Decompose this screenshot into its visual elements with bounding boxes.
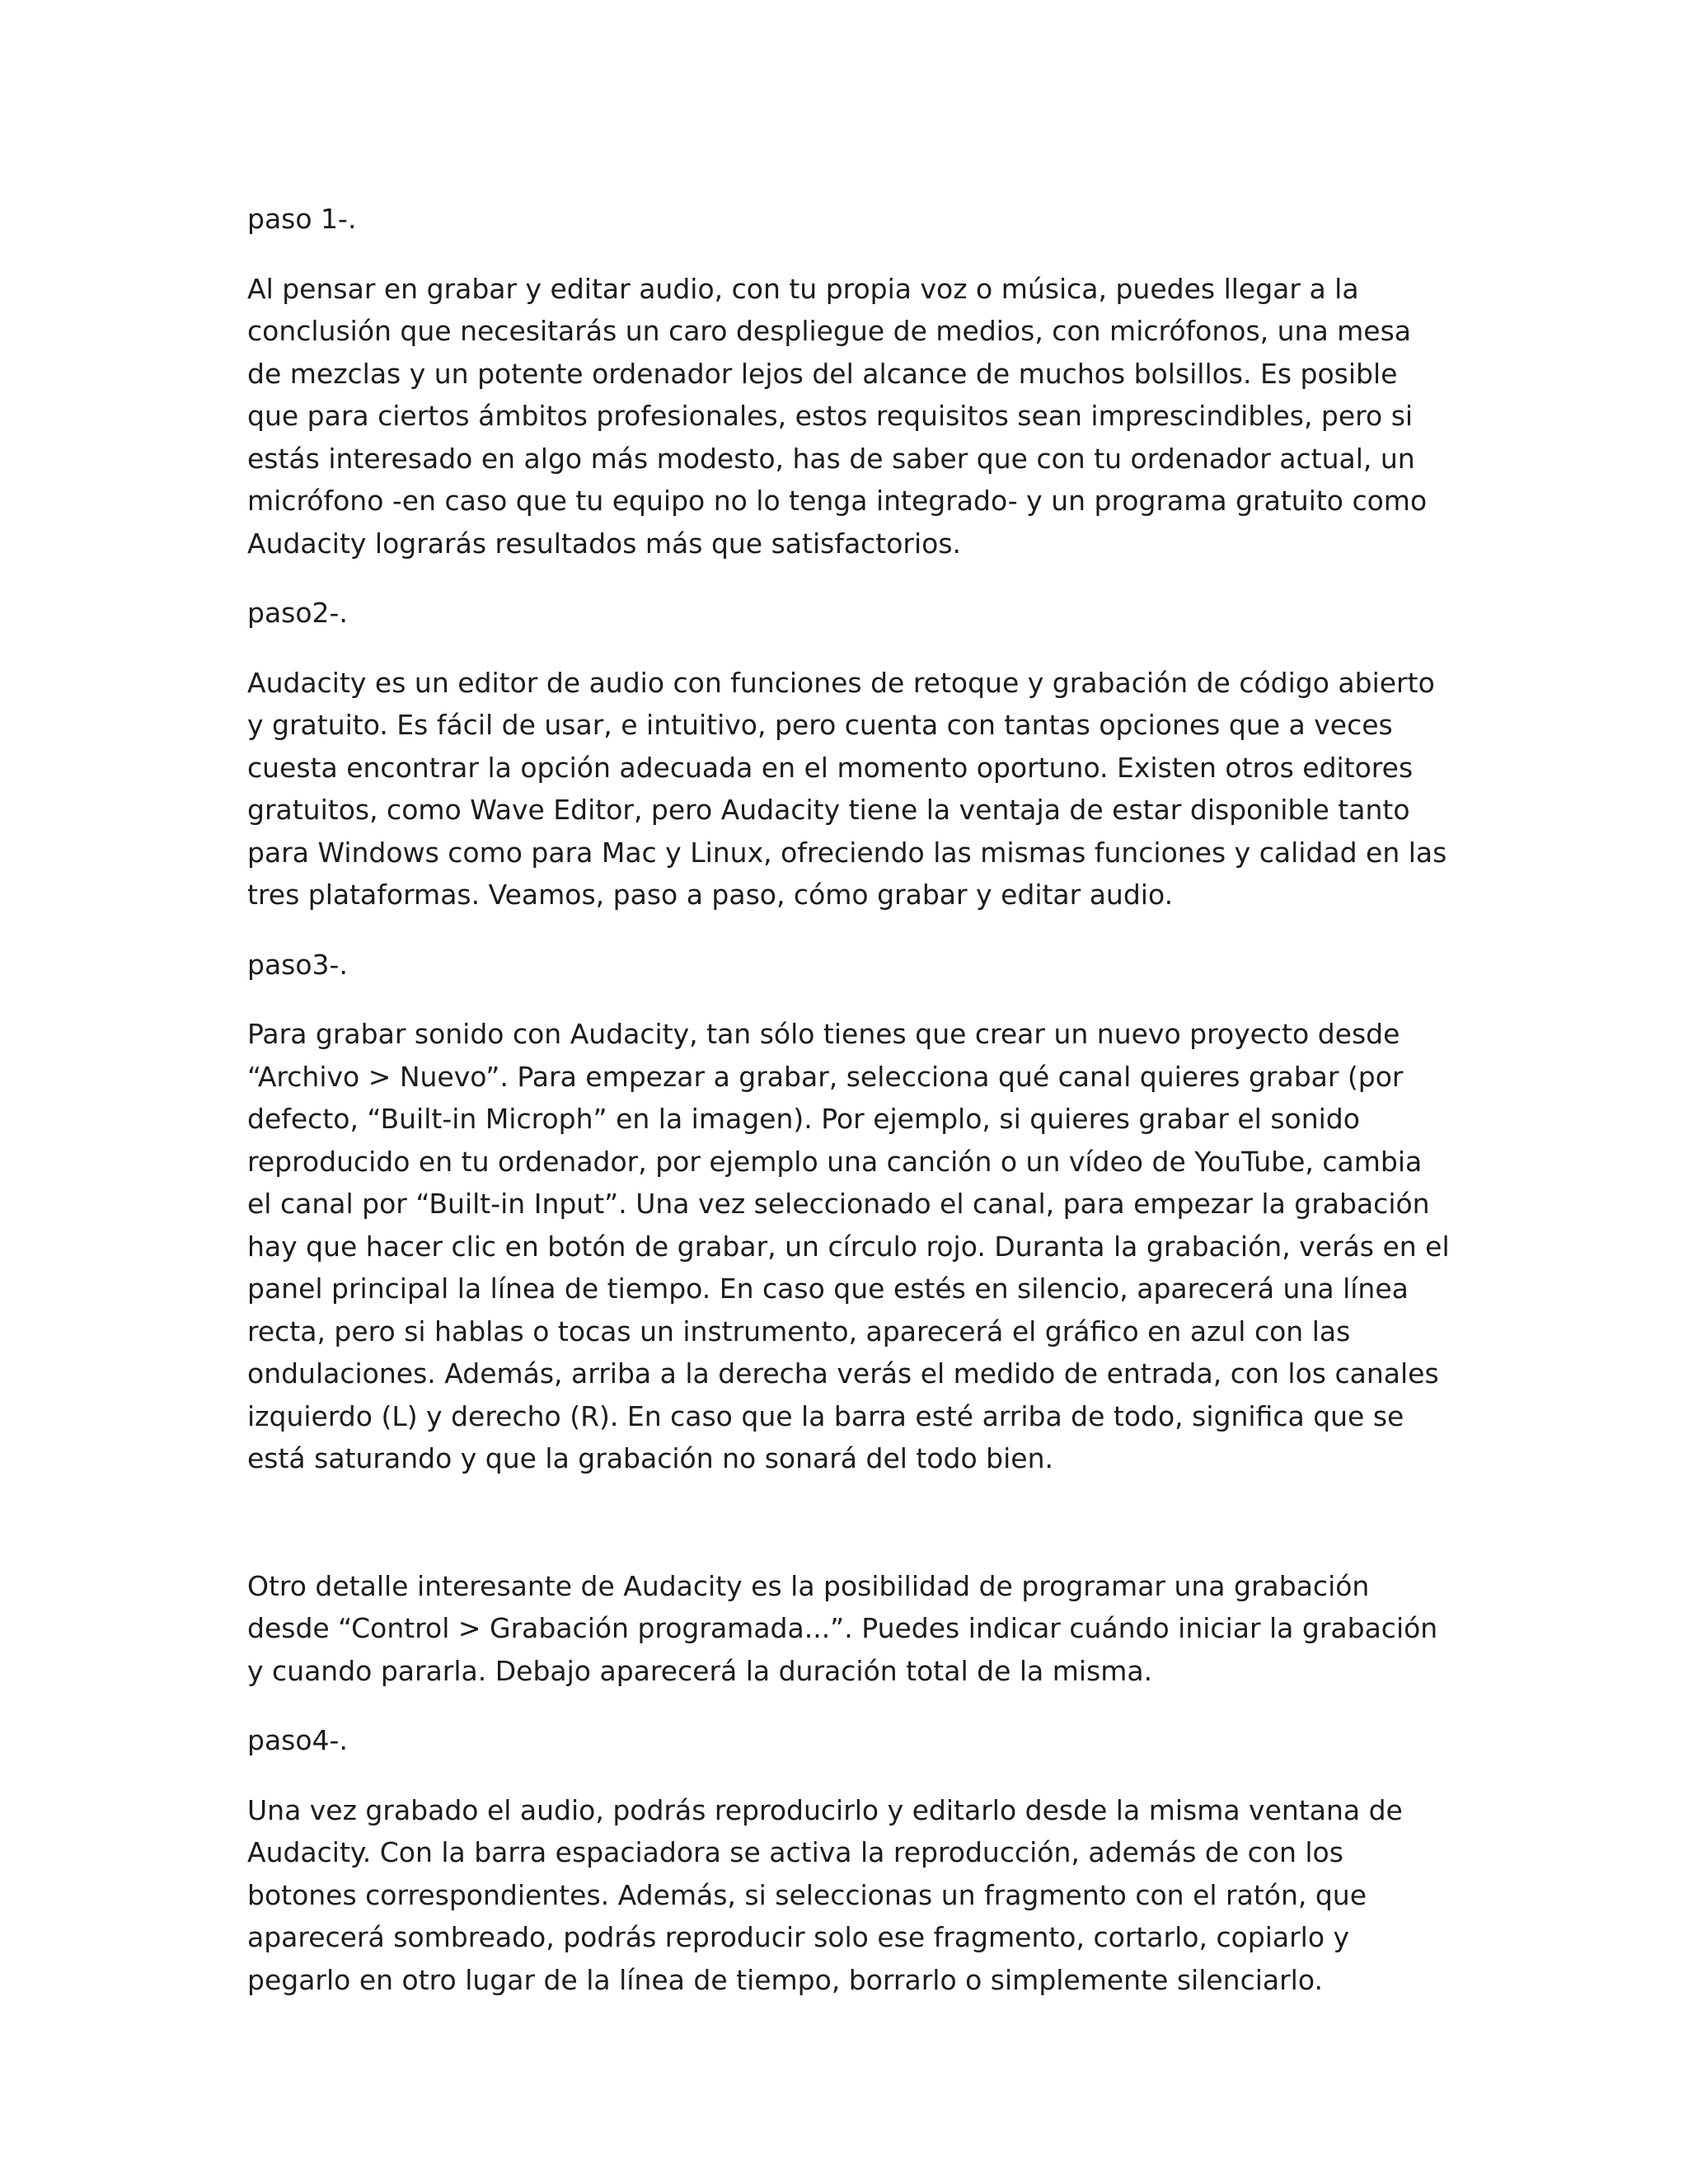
- step-3-heading: paso3-.: [247, 948, 348, 981]
- step-2-paragraph: Audacity es un editor de audio con funciones de retoque y grabación de código abierto y gratuito. Es fácil de usar, e intuitivo, pero cuenta con tantas opciones que a veces cuesta encontrar la opción adecuada en el momento oportuno. Existen otros editores gratuitos, como Wave Editor, pero Audacity tiene la ventaja de estar disponible tanto para Windows como para Mac y Linux, ofreciendo las mismas funciones y calidad en las tres plataformas. Veamos, paso a paso, cómo grabar y editar audio.: [247, 666, 1447, 911]
- step-4-heading: paso4-.: [247, 1724, 348, 1756]
- step-1-paragraph: Al pensar en grabar y editar audio, con tu propia voz o música, puedes llegar a la conclusión que necesitarás un caro despliegue de medios, con micrófonos, una mesa de mezclas y un potente ordenador lejos del alcance de muchos bolsillos. Es posible que para ciertos ámbitos profesionales, estos requisitos sean imprescindibles, pero si estás interesado en algo más modesto, has de saber que con tu ordenador actual, un micrófono -en caso que tu equipo no lo tenga integrado- y un programa gratuito como Audacity lograrás resultados más que satisfactorios.: [247, 272, 1428, 560]
- document-body: [247, 198, 1451, 2028]
- step-4-paragraph: Una vez grabado el audio, podrás reproducirlo y editarlo desde la misma ventana de Audacity. Con la barra espaciadora se activa la reproducción, además de con los botones correspondientes. Además, si seleccionas un fragmento con el ratón, que aparecerá sombreado, podrás reproducir solo ese fragmento, cortarlo, copiarlo y pegarlo en otro lugar de la línea de tiempo, borrarlo o simplemente silenciarlo.: [247, 1793, 1403, 1996]
- scheduled-recording-paragraph: Otro detalle interesante de Audacity es la posibilidad de programar una grabación desde “Control > Grabación programada...”. Puedes indicar cuándo iniciar la grabación y cuando pararla. Debajo aparecerá la duración total de la misma.: [247, 1569, 1438, 1687]
- step-1-heading: paso 1-.: [247, 203, 357, 235]
- step-3-paragraph: Para grabar sonido con Audacity, tan sólo tienes que crear un nuevo proyecto desde “Archivo > Nuevo”. Para empezar a grabar, selecciona qué canal quieres grabar (por defecto, “Built-in Microph” en la imagen). Por ejemplo, si quieres grabar el sonido reproducido en tu ordenador, por ejemplo una canción o un vídeo de YouTube, cambia el canal por “Built-in Input”. Una vez seleccionado el canal, para empezar la grabación hay que hacer clic en botón de grabar, un círculo rojo. Duranta la grabación, verás en el panel principal la línea de tiempo. En caso que estés en silencio, aparecerá una línea recta, pero si hablas o tocas un instrumento, aparecerá el gráfico en azul con las ondulaciones. Además, arriba a la derecha verás el medido de entrada, con los canales izquierdo (L) y derecho (R). En caso que la barra esté arriba de todo, significa que se está saturando y que la grabación no sonará del todo bien.: [247, 1018, 1450, 1474]
- step-2-heading: paso2-.: [247, 597, 348, 629]
